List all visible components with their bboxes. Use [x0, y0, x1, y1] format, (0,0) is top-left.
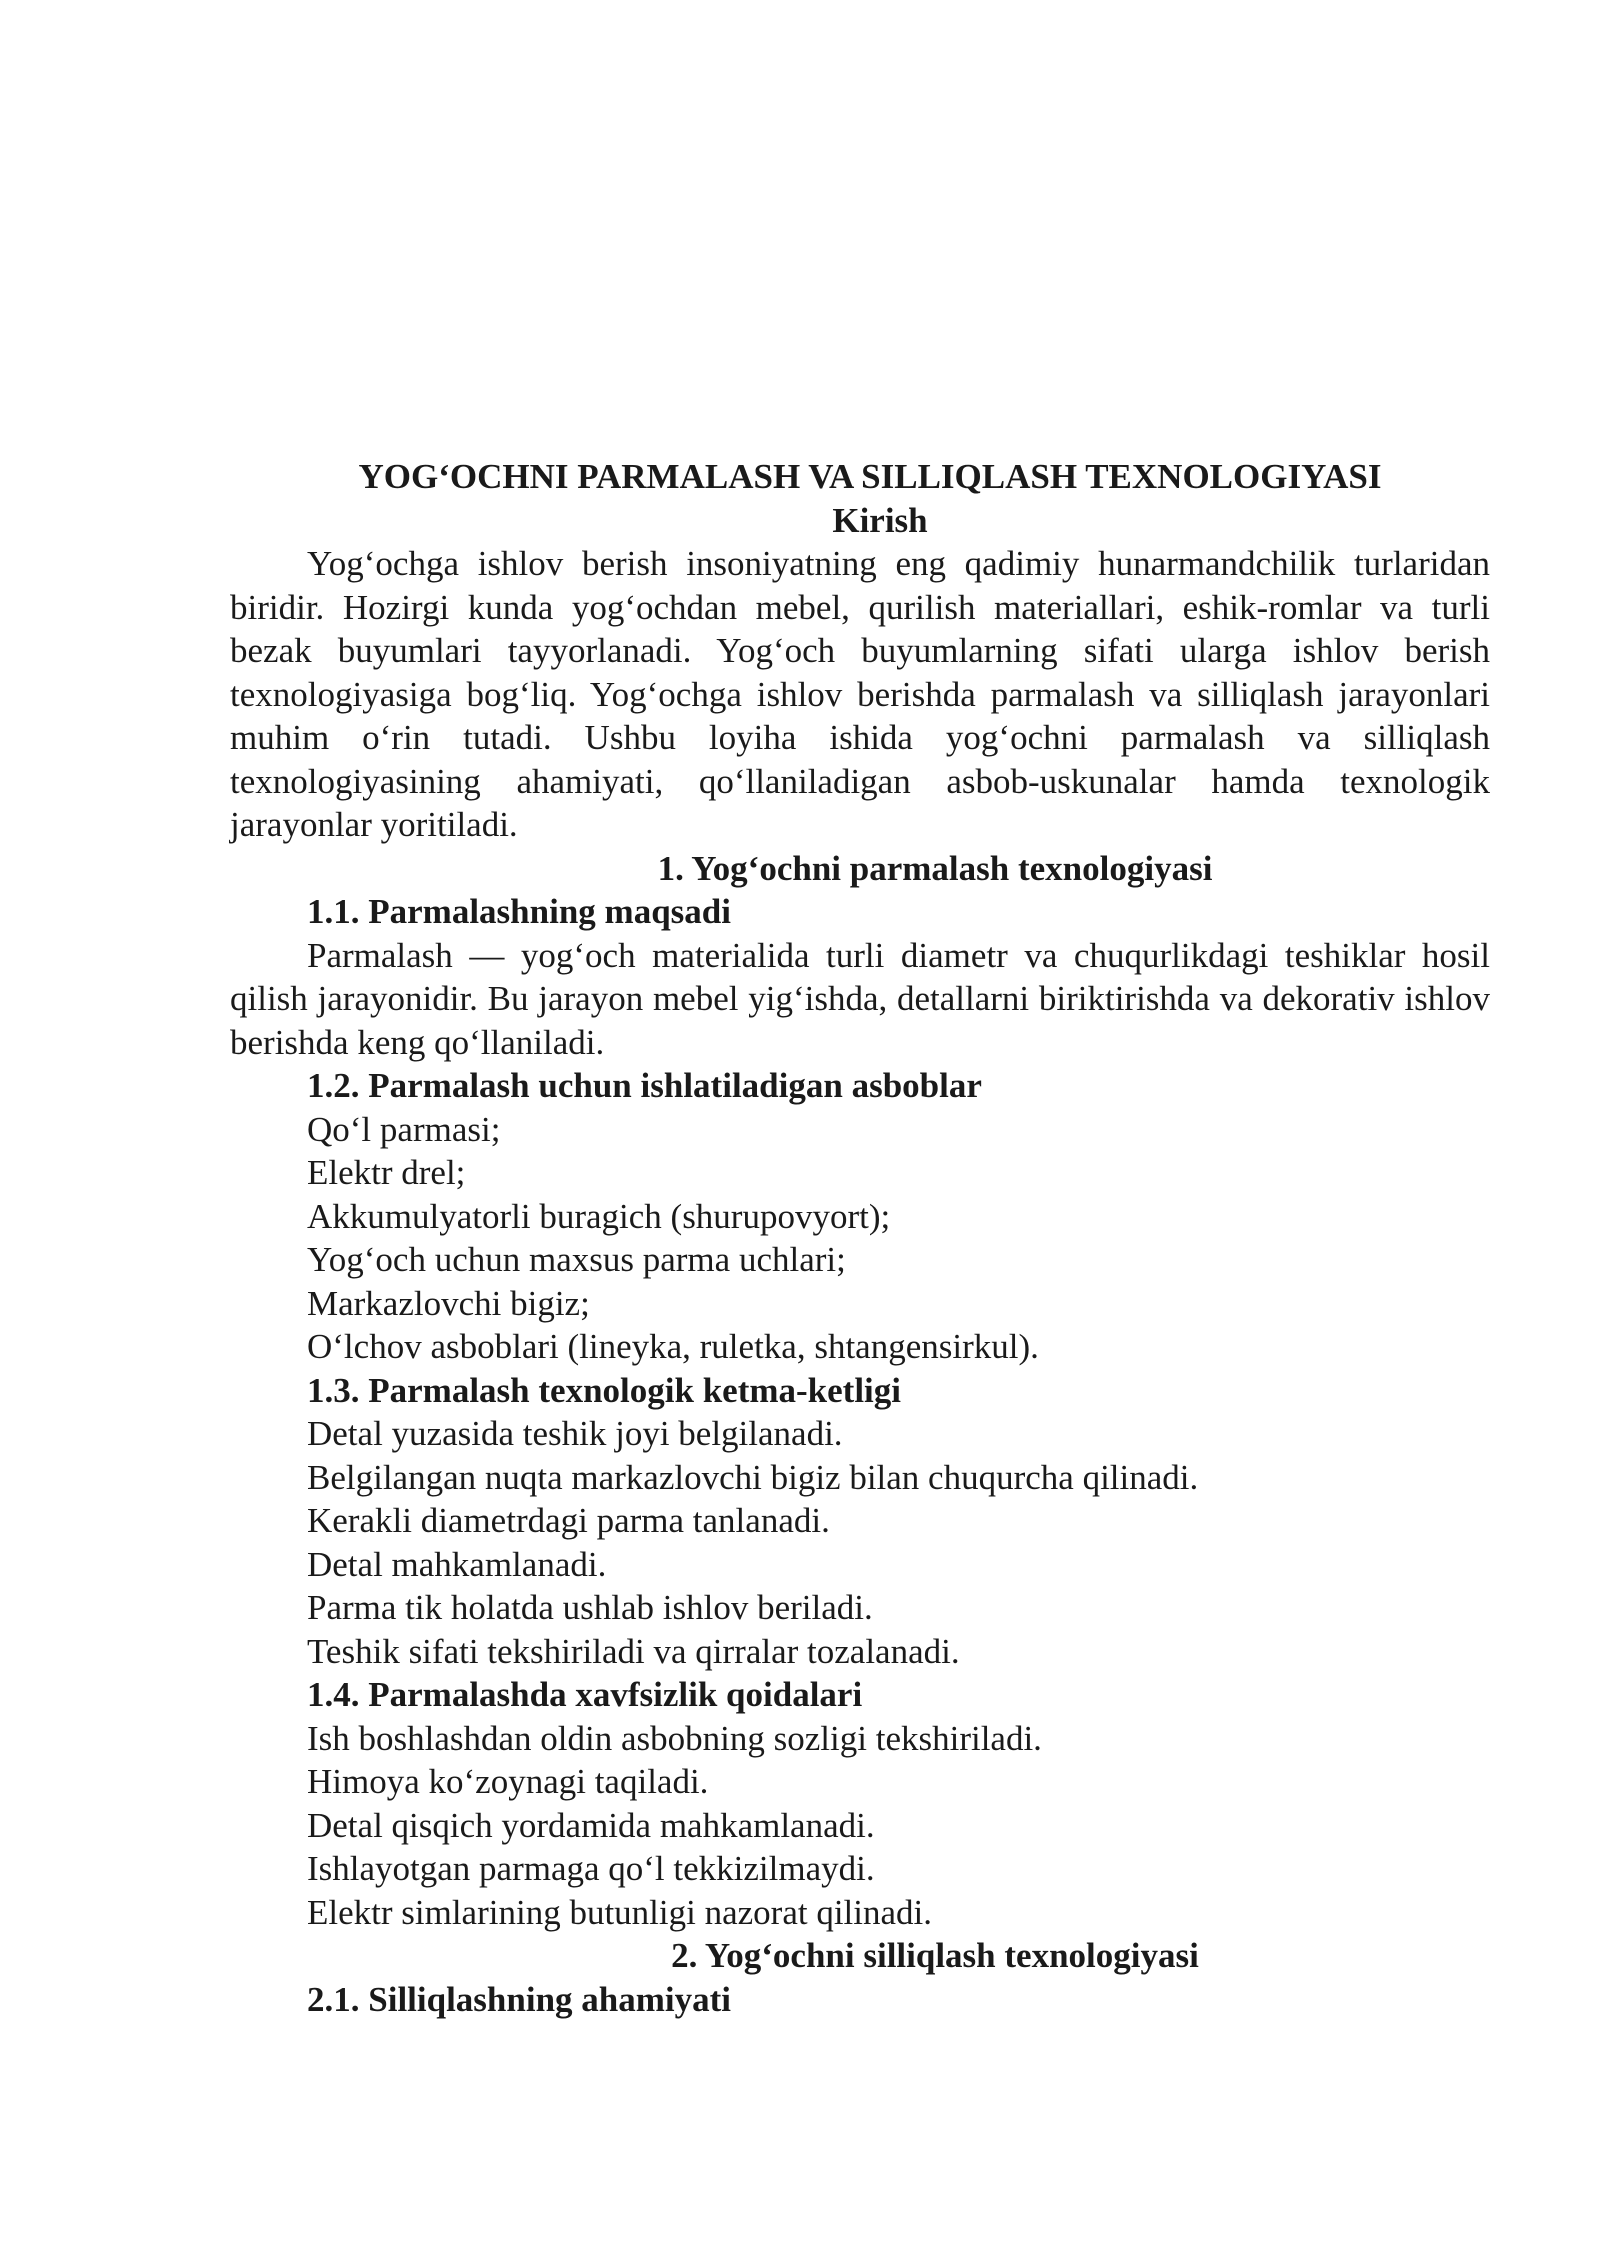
list-item: Qo‘l parmasi; — [307, 1109, 501, 1149]
list-item: Elektr simlarining butunligi nazorat qilinadi. — [307, 1892, 933, 1932]
list-item: Yog‘och uchun maxsus parma uchlari; — [307, 1240, 846, 1279]
list-item: Markazlovchi bigiz; — [307, 1283, 590, 1323]
list-item: Detal mahkamlanadi. — [307, 1544, 607, 1584]
list-item: Teshik sifati tekshiriladi va qirralar tozalanadi. — [307, 1631, 960, 1671]
intro-heading: Kirish — [832, 500, 928, 540]
list-item: Detal qisqich yordamida mahkamlanadi. — [307, 1805, 875, 1845]
intro-paragraph: Yog‘ochga ishlov berish insoniyatning eng qadimiy hunarmandchilik turlaridan biridir. Hozirgi kunda yog‘ochdan mebel, qurilish materiallari, eshik-romlar va turli bezak buyumlari tayyorlanadi. Yog‘och buyumlarning sifati ularga ishlov berish texnologiyasiga bog‘liq. Yog‘ochga ishlov berishda parmalash va silliqlash jarayonlari muhim o‘rin tutadi. Ushbu loyiha ishida yog‘ochni parmalash va silliqlash texnologiyasining ahamiyati, qo‘llaniladigan asbob-uskunalar hamda texnologik jarayonlar yoritiladi. — [230, 544, 1490, 844]
section-1-1-paragraph: Parmalash — yog‘och materialida turli diametr va chuqurlikdagi teshiklar hosil qilish jarayonidir. Bu jarayon mebel yig‘ishda, detallarni biriktirishda va dekorativ ishlov berishda keng qo‘llaniladi. — [230, 935, 1490, 1062]
section-1-3-heading: 1.3. Parmalash texnologik ketma-ketligi — [307, 1370, 901, 1410]
section-1-heading: 1. Yog‘ochni parmalash texnologiyasi — [657, 848, 1213, 888]
safety-list — [230, 1717, 1490, 1935]
list-item: Ish boshlashdan oldin asbobning sozligi tekshiriladi. — [307, 1718, 1042, 1758]
list-item: Himoya ko‘zoynagi taqiladi. — [307, 1762, 709, 1801]
section-2-1-heading: 2.1. Silliqlashning ahamiyati — [307, 1979, 732, 2019]
list-item: Akkumulyatorli buragich (shurupovyort); — [307, 1196, 891, 1236]
list-item: Detal yuzasida teshik joyi belgilanadi. — [307, 1414, 843, 1453]
list-item: Belgilangan nuqta markazlovchi bigiz bilan chuqurcha qilinadi. — [307, 1457, 1199, 1497]
document-page — [230, 455, 1490, 2021]
section-2-heading: 2. Yog‘ochni silliqlash texnologiyasi — [671, 1936, 1199, 1975]
document-title: YOG‘OCHNI PARMALASH VA SILLIQLASH TEXNOLOGIYASI — [358, 457, 1382, 496]
list-item: O‘lchov asboblari (lineyka, ruletka, shtangensirkul). — [307, 1327, 1039, 1366]
tools-list — [230, 1108, 1490, 1369]
list-item: Kerakli diametrdagi parma tanlanadi. — [307, 1501, 830, 1540]
section-1-2-heading: 1.2. Parmalash uchun ishlatiladigan asboblar — [307, 1066, 982, 1105]
section-1-1-heading: 1.1. Parmalashning maqsadi — [307, 892, 731, 931]
list-item: Ishlayotgan parmaga qo‘l tekkizilmaydi. — [307, 1849, 875, 1888]
sequence-list — [230, 1412, 1490, 1673]
section-1-4-heading: 1.4. Parmalashda xavfsizlik qoidalari — [307, 1675, 863, 1714]
list-item: Parma tik holatda ushlab ishlov beriladi. — [307, 1588, 873, 1627]
list-item: Elektr drel; — [307, 1153, 466, 1192]
